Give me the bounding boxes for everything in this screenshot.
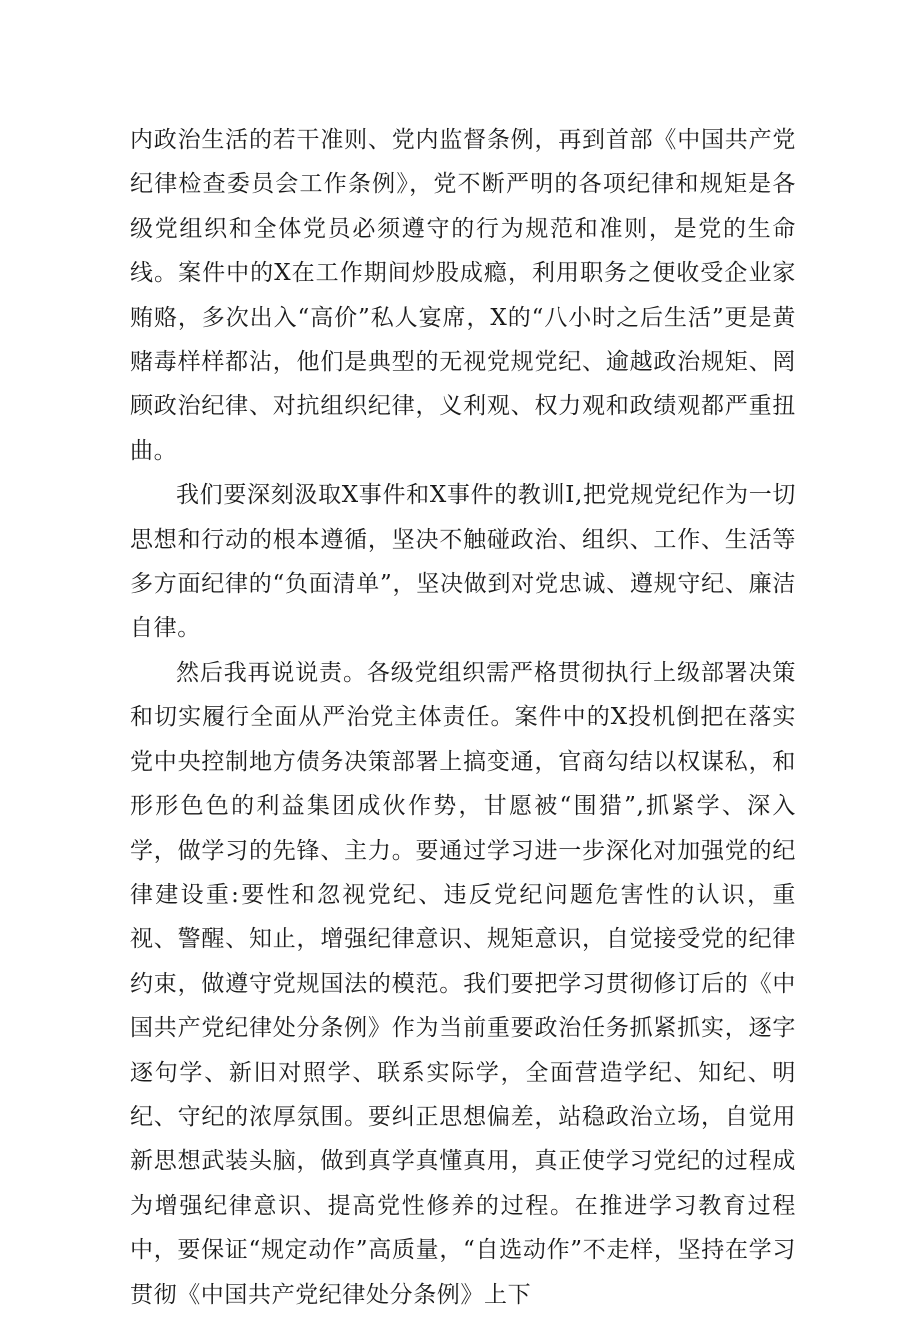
paragraph-3: 然后我再说说责。各级党组织需严格贯彻执行上级部署决策和切实履行全面从严治党主体责任。案件中的X投机倒把在落实党中央控制地方债务决策部署上搞变通，官商勾结以权谋私，和形形色色的利益集团成伙作势，甘愿被“围猎”,抓紧学、深入学，做学习的先锋、主力。要通过学习进一步深化对加强党的纪律建设重:要性和忽视党纪、违反党纪问题危害性的认识，重视、警醒、知止，增强纪律意识、规矩意识，自觉接受党的纪律约束，做遵守党规国法的模范。我们要把学习贯彻修订后的《中国共产党纪律处分条例》作为当前重要政治任务抓紧抓实，逐字逐句学、新旧对照学、联系实际学，全面营造学纪、知纪、明纪、守纪的浓厚氛围。要纠正思想偏差，站稳政治立场，自觉用新思想武装头脑，做到真学真懂真用，真正使学习党纪的过程成为增强纪律意识、提高党性修养的过程。在推进学习教育过程中，要保证“规定动作”高质量，“自选动作”不走样，坚持在学习贯彻《中国共产党纪律处分条例》上下 xyxy=(130,659,796,1308)
paragraph-1: 内政治生活的若干准则、党内监督条例，再到首部《中国共产党纪律检查委员会工作条例》，党不断严明的各项纪律和规矩是各级党组织和全体党员必须遵守的行为规范和准则，是党的生命线。案件中的X在工作期间炒股成瘾，利用职务之便收受企业家贿赂，多次出入“高价”私人宴席，X的“八小时之后生活”更是黄赌毒样样都沾，他们是典型的无视党规党纪、逾越政治规矩、罔顾政治纪律、对抗组织纪律，义利观、权力观和政绩观都严重扭曲。 xyxy=(130,127,796,464)
paragraph-2: 我们要深刻汲取X事件和X事件的教训I,把党规党纪作为一切思想和行动的根本遵循，坚决不触碰政治、组织、工作、生活等多方面纪律的“负面清单”，坚决做到对党忠诚、遵规守纪、廉洁自律。 xyxy=(130,482,796,642)
document-body xyxy=(130,118,796,1317)
